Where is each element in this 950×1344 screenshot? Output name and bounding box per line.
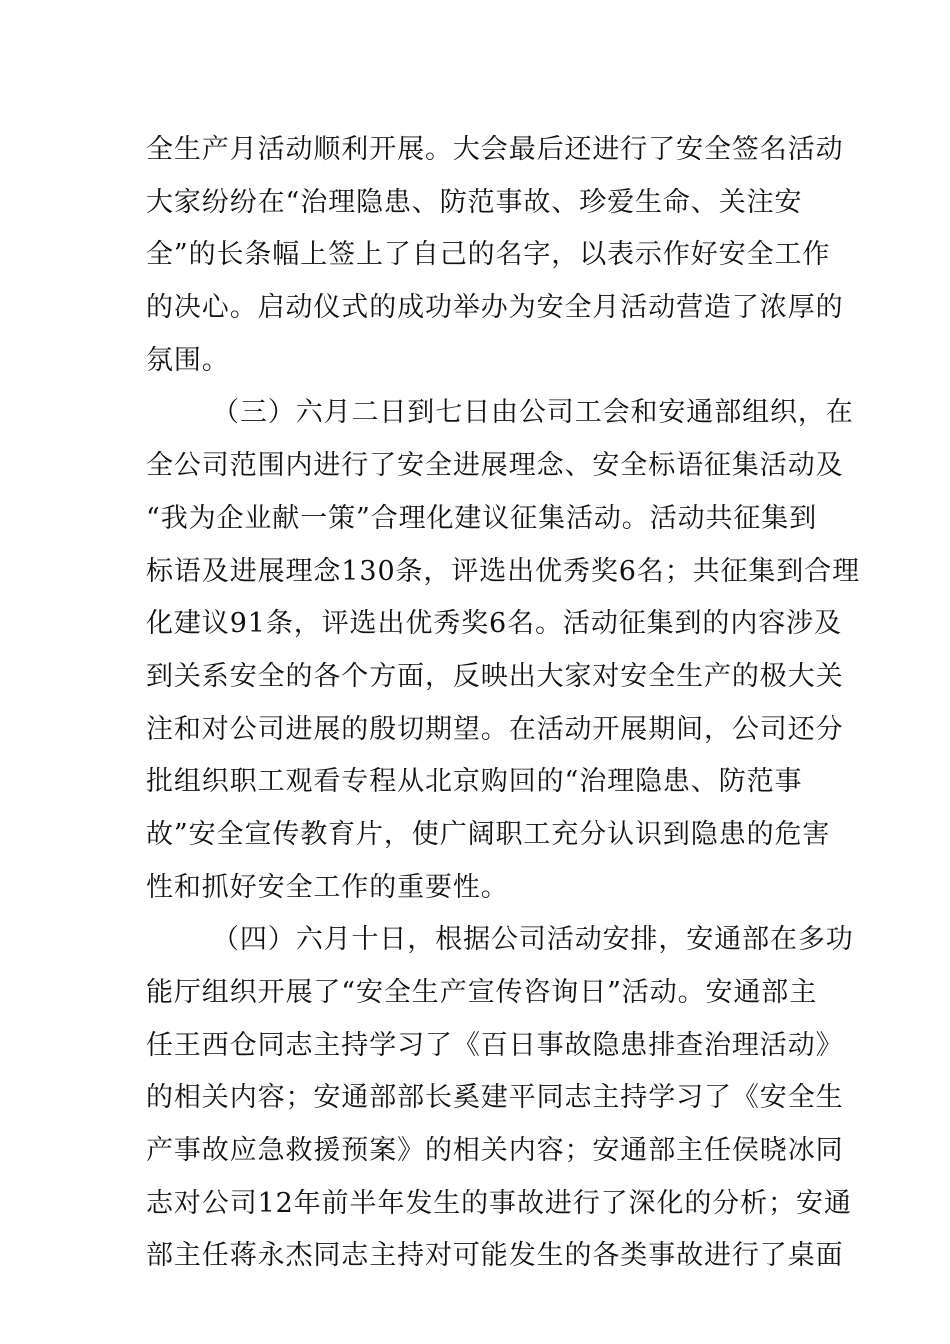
text-line: “我为企业献一策”合理化建议征集活动。活动共征集到: [146, 502, 818, 534]
text-line: 产事故应急救援预案》的相关内容；安通部主任侯晓冰同: [146, 1135, 844, 1167]
text-line: 注和对公司进展的殷切期望。在活动开展期间，公司还分: [146, 713, 844, 745]
text-line: 故”安全宣传教育片，使广阔职工充分认识到隐患的危害: [146, 818, 831, 850]
text-line: 批组织职工观看专程从北京购回的“治理隐患、防范事: [146, 766, 803, 798]
text-line: 到关系安全的各个方面，反映出大家对安全生产的极大关: [146, 660, 844, 692]
paragraph-start-line: （四）六月十日，根据公司活动安排，安通部在多功: [212, 924, 854, 956]
text-line: 的决心。启动仪式的成功举办为安全月活动营造了浓厚的: [146, 292, 844, 324]
text-line: 全”的长条幅上签上了自己的名字，以表示作好安全工作: [146, 239, 831, 271]
text-line: 任王西仓同志主持学习了《百日事故隐患排查治理活动》: [146, 1029, 844, 1061]
document-page: [146, 128, 861, 1287]
text-line: 大家纷纷在“治理隐患、防范事故、珍爱生命、关注安: [146, 186, 803, 218]
text-line: 的相关内容；安通部部长奚建平同志主持学习了《安全生: [146, 1082, 844, 1114]
text-line: 能厅组织开展了“安全生产宣传咨询日”活动。安通部主: [146, 977, 818, 1008]
text-line: 志对公司12年前半年发生的事故进行了深化的分析；安通: [146, 1187, 852, 1219]
text-line: 标语及进展理念130条，评选出优秀奖6名；共征集到合理: [146, 555, 861, 587]
text-line: 氛围。: [146, 344, 230, 376]
text-line: 全公司范围内进行了安全进展理念、安全标语征集活动及: [146, 450, 844, 482]
text-line: 部主任蒋永杰同志主持对可能发生的各类事故进行了桌面: [146, 1240, 844, 1272]
text-line: 性和抓好安全工作的重要性。: [146, 871, 509, 903]
text-line: 化建议91条，评选出优秀奖6名。活动征集到的内容涉及: [146, 608, 842, 640]
paragraph-start-line: （三）六月二日到七日由公司工会和安通部组织，在: [212, 397, 854, 429]
text-line: 全生产月活动顺利开展。大会最后还进行了安全签名活动: [146, 134, 844, 165]
